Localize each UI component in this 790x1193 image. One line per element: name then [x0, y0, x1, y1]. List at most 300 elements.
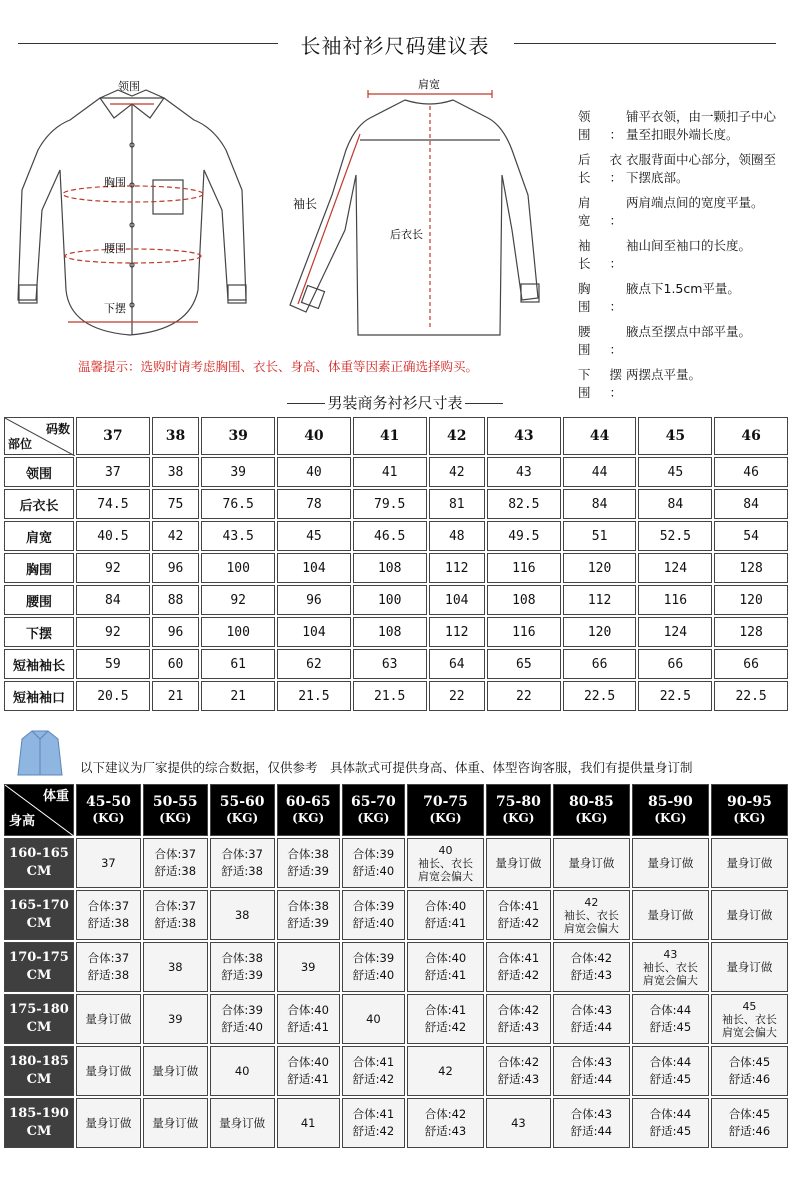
height-row — [4, 838, 788, 888]
rec-cell — [407, 890, 484, 940]
rec-cell — [632, 890, 709, 940]
subtitle-rule-right — [465, 403, 503, 404]
size-row — [4, 489, 788, 519]
height-header — [4, 1046, 74, 1096]
measurement-legend — [578, 108, 788, 409]
rec-cell — [342, 942, 405, 992]
size-cell: 108 — [353, 553, 427, 583]
weight-header — [711, 784, 788, 836]
size-cell: 22.5 — [563, 681, 637, 711]
fit-value: 合体:38 — [287, 899, 329, 913]
legend-item — [578, 194, 788, 230]
weight-header — [553, 784, 630, 836]
legend-item — [578, 280, 788, 316]
size-row — [4, 521, 788, 551]
rec-size: 43 — [663, 947, 678, 961]
weight-unit: (KG) — [733, 811, 766, 825]
subtitle-rule-left — [287, 403, 325, 404]
comfort-value: 舒适:43 — [497, 1020, 540, 1034]
fit-value: 合体:37 — [221, 847, 263, 861]
rec-cell — [407, 942, 484, 992]
rec-cell — [632, 1098, 709, 1148]
rec-cell — [632, 838, 709, 888]
height-header — [4, 890, 74, 940]
rec-cell — [277, 838, 340, 888]
weight-header — [210, 784, 275, 836]
front-measure-lines — [63, 104, 203, 322]
rec-cell — [76, 994, 141, 1044]
rec-value: 43 — [511, 1115, 526, 1130]
height-row — [4, 1046, 788, 1096]
weight-range: 75-80 — [496, 794, 541, 810]
size-cell: 21.5 — [277, 681, 351, 711]
comfort-value: 舒适:45 — [649, 1072, 692, 1086]
rec-cell — [553, 994, 630, 1044]
size-cell: 124 — [638, 553, 712, 583]
rec-value: 量身订做 — [568, 855, 615, 870]
rec-cell — [711, 1098, 788, 1148]
comfort-value: 舒适:43 — [570, 968, 613, 982]
weight-header — [277, 784, 340, 836]
fit-value: 合体:44 — [649, 1055, 692, 1069]
size-table-subtitle — [0, 392, 790, 413]
label-collar: 领围 — [118, 80, 140, 93]
comfort-value: 舒适:41 — [287, 1020, 329, 1034]
weight-range: 70-75 — [423, 794, 468, 810]
rec-cell — [76, 890, 141, 940]
height-range: 165-170 — [9, 898, 69, 913]
size-cell: 108 — [353, 617, 427, 647]
fit-value: 合体:37 — [87, 951, 130, 965]
rec-cell — [143, 1098, 208, 1148]
comfort-value: 舒适:45 — [649, 1124, 692, 1138]
size-cell: 60 — [152, 649, 200, 679]
height-header — [4, 994, 74, 1044]
legend-key: 领 围： — [578, 109, 622, 142]
label-back-length: 后衣长 — [390, 228, 423, 241]
height-header — [4, 838, 74, 888]
size-row-label: 胸围 — [4, 553, 74, 583]
rec-value: 量身订做 — [85, 1063, 132, 1078]
rec-cell — [486, 1046, 551, 1096]
comfort-value: 舒适:46 — [728, 1072, 771, 1086]
back-shirt-icon — [290, 100, 539, 335]
size-cell: 22 — [429, 681, 485, 711]
size-cell: 112 — [563, 585, 637, 615]
size-cell: 45 — [638, 457, 712, 487]
size-header-row — [4, 417, 788, 455]
fit-value: 合体:42 — [497, 1055, 540, 1069]
height-unit: CM — [26, 1124, 52, 1139]
fit-value: 合体:40 — [424, 899, 467, 913]
size-cell: 108 — [487, 585, 561, 615]
weight-unit: (KG) — [654, 811, 687, 825]
comfort-value: 舒适:42 — [352, 1124, 395, 1138]
rec-cell — [277, 942, 340, 992]
legend-key: 袖 长： — [578, 238, 622, 271]
fit-value: 合体:40 — [424, 951, 467, 965]
weight-range: 50-55 — [152, 794, 198, 810]
height-header — [4, 942, 74, 992]
comfort-value: 舒适:44 — [570, 1124, 613, 1138]
weight-header-row — [4, 784, 788, 836]
rec-cell — [407, 1046, 484, 1096]
size-cell: 96 — [277, 585, 351, 615]
size-cell: 66 — [563, 649, 637, 679]
rec-value: 39 — [300, 959, 316, 974]
rec-cell-note — [632, 942, 709, 992]
rec-cell — [711, 838, 788, 888]
size-cell: 74.5 — [76, 489, 150, 519]
comfort-value: 舒适:40 — [352, 968, 395, 982]
weight-header — [342, 784, 405, 836]
size-cell: 128 — [714, 553, 788, 583]
size-cell: 40 — [277, 457, 351, 487]
rec-value: 38 — [234, 907, 250, 922]
weight-range: 60-65 — [285, 794, 331, 810]
comfort-value: 舒适:40 — [352, 916, 395, 930]
size-cell: 116 — [638, 585, 712, 615]
size-cell: 116 — [487, 553, 561, 583]
rec-value: 量身订做 — [152, 1063, 199, 1078]
size-cell: 92 — [201, 585, 275, 615]
comfort-value: 舒适:38 — [154, 864, 197, 878]
rec-cell — [143, 994, 208, 1044]
comfort-value: 舒适:41 — [287, 1072, 329, 1086]
rec-cell — [553, 838, 630, 888]
legend-key: 下摆围： — [578, 367, 622, 400]
rec-cell — [407, 1098, 484, 1148]
fit-value: 合体:44 — [649, 1107, 692, 1121]
height-range: 180-185 — [9, 1054, 69, 1069]
page-title: 长袖衬衫尺码建议表 — [295, 34, 496, 58]
note-row — [0, 725, 790, 781]
weight-unit: (KG) — [292, 811, 325, 825]
rec-cell — [553, 942, 630, 992]
fit-value: 合体:43 — [570, 1055, 613, 1069]
size-cell: 92 — [76, 617, 150, 647]
legend-item — [578, 108, 788, 144]
fit-value: 合体:42 — [497, 1003, 540, 1017]
comfort-value: 舒适:41 — [424, 916, 467, 930]
front-shirt-icon — [18, 90, 246, 335]
legend-value: 两摆点平量。 — [626, 367, 702, 382]
note-text: 以下建议为厂家提供的综合数据，仅供参考 具体款式可提供身高、体重、体型咨询客服，我们有提供量身订制 — [80, 760, 693, 775]
rec-cell — [553, 1098, 630, 1148]
size-cell: 64 — [429, 649, 485, 679]
comfort-value: 舒适:39 — [221, 968, 263, 982]
size-row — [4, 649, 788, 679]
fit-value: 合体:41 — [497, 899, 540, 913]
height-row — [4, 994, 788, 1044]
fit-value: 合体:41 — [497, 951, 540, 965]
size-cell: 116 — [487, 617, 561, 647]
size-header: 43 — [487, 417, 561, 455]
size-cell: 41 — [353, 457, 427, 487]
size-cell: 78 — [277, 489, 351, 519]
fit-value: 合体:45 — [728, 1107, 771, 1121]
legend-item — [578, 151, 788, 187]
rec-value: 量身订做 — [647, 907, 694, 922]
rec-cell — [277, 890, 340, 940]
rec-cell — [486, 994, 551, 1044]
height-unit: CM — [26, 864, 52, 879]
comfort-value: 舒适:42 — [497, 968, 540, 982]
rec-value: 量身订做 — [726, 855, 773, 870]
size-row — [4, 553, 788, 583]
fit-value: 合体:41 — [352, 1107, 395, 1121]
rec-cell — [711, 942, 788, 992]
fit-value: 合体:39 — [352, 951, 395, 965]
weight-unit: (KG) — [226, 811, 259, 825]
size-row-label: 后衣长 — [4, 489, 74, 519]
comfort-value: 舒适:38 — [87, 968, 130, 982]
comfort-value: 舒适:46 — [728, 1124, 771, 1138]
weight-header — [76, 784, 141, 836]
rec-value: 量身订做 — [85, 1115, 132, 1130]
size-cell: 120 — [563, 617, 637, 647]
weight-unit: (KG) — [429, 811, 462, 825]
weight-range: 45-50 — [86, 794, 131, 810]
weight-unit: (KG) — [575, 811, 608, 825]
size-row-label: 领围 — [4, 457, 74, 487]
size-cell: 43.5 — [201, 521, 275, 551]
rec-cell — [143, 1046, 208, 1096]
size-cell: 52.5 — [638, 521, 712, 551]
size-row-label: 下摆 — [4, 617, 74, 647]
size-corner-cell — [4, 417, 74, 455]
size-header: 44 — [563, 417, 637, 455]
size-cell: 75 — [152, 489, 200, 519]
size-row — [4, 617, 788, 647]
size-header: 41 — [353, 417, 427, 455]
size-cell: 22.5 — [714, 681, 788, 711]
size-cell: 63 — [353, 649, 427, 679]
size-cell: 128 — [714, 617, 788, 647]
height-range: 160-165 — [9, 846, 69, 861]
legend-item — [578, 323, 788, 359]
rec-cell — [277, 994, 340, 1044]
rec-cell — [342, 1046, 405, 1096]
blue-shirt-icon — [10, 725, 70, 781]
size-cell: 20.5 — [76, 681, 150, 711]
comfort-value: 舒适:44 — [570, 1020, 613, 1034]
rec-cell-note — [407, 838, 484, 888]
size-cell: 112 — [429, 617, 485, 647]
size-header: 40 — [277, 417, 351, 455]
rec-cell — [76, 942, 141, 992]
rec-cell-note — [553, 890, 630, 940]
size-cell: 100 — [201, 553, 275, 583]
legend-key: 肩 宽： — [578, 195, 622, 228]
size-cell: 22 — [487, 681, 561, 711]
size-cell: 21.5 — [353, 681, 427, 711]
weight-range: 85-90 — [647, 794, 693, 810]
fit-value: 合体:39 — [221, 1003, 263, 1017]
size-header: 37 — [76, 417, 150, 455]
size-cell: 40.5 — [76, 521, 150, 551]
size-cell: 22.5 — [638, 681, 712, 711]
fit-value: 合体:39 — [352, 847, 395, 861]
title-row — [0, 26, 790, 60]
legend-value: 袖山间至袖口的长度。 — [626, 238, 752, 253]
fit-value: 合体:40 — [287, 1003, 329, 1017]
rec-cell — [407, 994, 484, 1044]
label-chest: 胸围 — [104, 176, 126, 189]
fit-value: 合体:37 — [87, 899, 130, 913]
size-cell: 49.5 — [487, 521, 561, 551]
rec-value: 量身订做 — [726, 959, 773, 974]
rec-corner-cell — [4, 784, 74, 836]
rec-cell — [342, 1098, 405, 1148]
recommend-table — [2, 782, 790, 1150]
legend-item — [578, 237, 788, 273]
rec-cell — [210, 890, 275, 940]
rec-value: 量身订做 — [495, 855, 542, 870]
rec-cell — [632, 1046, 709, 1096]
size-header: 38 — [152, 417, 200, 455]
rec-cell — [210, 942, 275, 992]
height-unit: CM — [26, 968, 52, 983]
size-row-label: 短袖袖口 — [4, 681, 74, 711]
fit-value: 合体:42 — [570, 951, 613, 965]
legend-value: 腋点下1.5cm平量。 — [626, 281, 740, 296]
rec-cell — [76, 838, 141, 888]
comfort-value: 舒适:43 — [424, 1124, 467, 1138]
size-cell: 84 — [563, 489, 637, 519]
rec-value: 40 — [366, 1011, 381, 1026]
comfort-value: 舒适:40 — [352, 864, 395, 878]
rec-value: 量身订做 — [219, 1115, 266, 1130]
size-cell: 124 — [638, 617, 712, 647]
fit-value: 合体:45 — [728, 1055, 771, 1069]
size-header: 39 — [201, 417, 275, 455]
shirt-diagram — [0, 60, 570, 350]
size-cell: 96 — [152, 617, 200, 647]
weight-header — [143, 784, 208, 836]
rec-note-line2: 肩宽会偏大 — [563, 921, 619, 935]
size-table — [2, 415, 790, 713]
rec-cell-note — [711, 994, 788, 1044]
comfort-value: 舒适:38 — [87, 916, 130, 930]
size-cell: 38 — [152, 457, 200, 487]
rec-cell — [711, 890, 788, 940]
weight-unit: (KG) — [159, 811, 192, 825]
rec-cell — [210, 838, 275, 888]
size-cell: 42 — [152, 521, 200, 551]
rec-value: 40 — [234, 1063, 250, 1078]
fit-value: 合体:44 — [649, 1003, 692, 1017]
height-header — [4, 1098, 74, 1148]
size-cell: 46 — [714, 457, 788, 487]
rec-cell — [210, 1046, 275, 1096]
rec-cell — [143, 942, 208, 992]
label-waist: 腰围 — [104, 242, 126, 255]
size-cell: 62 — [277, 649, 351, 679]
rec-value: 量身订做 — [152, 1115, 199, 1130]
comfort-value: 舒适:43 — [497, 1072, 540, 1086]
rec-value: 37 — [101, 855, 116, 870]
rec-cell — [342, 890, 405, 940]
height-range: 175-180 — [9, 1002, 69, 1017]
size-cell: 81 — [429, 489, 485, 519]
size-cell: 120 — [563, 553, 637, 583]
rec-value: 38 — [167, 959, 183, 974]
height-row — [4, 890, 788, 940]
rec-cell — [210, 994, 275, 1044]
size-header: 46 — [714, 417, 788, 455]
height-unit: CM — [26, 1072, 52, 1087]
height-row — [4, 1098, 788, 1148]
rec-note-line2: 肩宽会偏大 — [417, 869, 473, 883]
fit-value: 合体:38 — [221, 951, 263, 965]
legend-key: 胸 围： — [578, 281, 622, 314]
height-range: 185-190 — [9, 1106, 69, 1121]
fit-value: 合体:40 — [287, 1055, 329, 1069]
size-cell: 42 — [429, 457, 485, 487]
legend-value: 两肩端点间的宽度平量。 — [626, 195, 764, 210]
size-header: 45 — [638, 417, 712, 455]
weight-unit: (KG) — [357, 811, 390, 825]
comfort-value: 舒适:42 — [497, 916, 540, 930]
legend-value: 衣服背面中心部分，领圈至下摆底部。 — [626, 152, 777, 185]
height-range: 170-175 — [9, 950, 69, 965]
size-cell: 100 — [201, 617, 275, 647]
rec-size: 45 — [742, 999, 757, 1013]
corner-weight-label: 体重 — [42, 789, 69, 804]
rec-cell — [277, 1098, 340, 1148]
height-unit: CM — [26, 916, 52, 931]
rec-value: 量身订做 — [726, 907, 773, 922]
corner-size-label: 码数 — [45, 422, 70, 436]
size-cell: 84 — [76, 585, 150, 615]
size-cell: 84 — [714, 489, 788, 519]
weight-header — [486, 784, 551, 836]
size-cell: 104 — [277, 617, 351, 647]
legend-value: 腋点至摆点中部平量。 — [626, 324, 752, 339]
legend-value: 铺平衣领，由一颗扣子中心量至扣眼外端长度。 — [626, 109, 777, 142]
comfort-value: 舒适:44 — [570, 1072, 613, 1086]
size-cell: 84 — [638, 489, 712, 519]
size-cell: 112 — [429, 553, 485, 583]
label-sleeve: 袖长 — [293, 197, 318, 211]
rec-value: 量身订做 — [85, 1011, 132, 1026]
size-cell: 51 — [563, 521, 637, 551]
fit-value: 合体:43 — [570, 1003, 613, 1017]
rec-cell — [486, 838, 551, 888]
size-cell: 92 — [76, 553, 150, 583]
size-cell: 46.5 — [353, 521, 427, 551]
weight-unit: (KG) — [502, 811, 535, 825]
size-row-label: 腰围 — [4, 585, 74, 615]
weight-range: 80-85 — [568, 794, 614, 810]
size-row-label: 短袖袖长 — [4, 649, 74, 679]
size-cell: 21 — [152, 681, 200, 711]
rec-cell — [277, 1046, 340, 1096]
rec-cell — [143, 890, 208, 940]
size-cell: 82.5 — [487, 489, 561, 519]
rec-cell — [76, 1046, 141, 1096]
rec-value: 42 — [438, 1063, 453, 1078]
comfort-value: 舒适:42 — [352, 1072, 395, 1086]
comfort-value: 舒适:38 — [221, 864, 263, 878]
weight-unit: (KG) — [92, 811, 125, 825]
rec-cell — [632, 994, 709, 1044]
rec-cell — [486, 942, 551, 992]
rec-value: 量身订做 — [647, 855, 694, 870]
comfort-value: 舒适:39 — [287, 916, 329, 930]
size-cell: 54 — [714, 521, 788, 551]
